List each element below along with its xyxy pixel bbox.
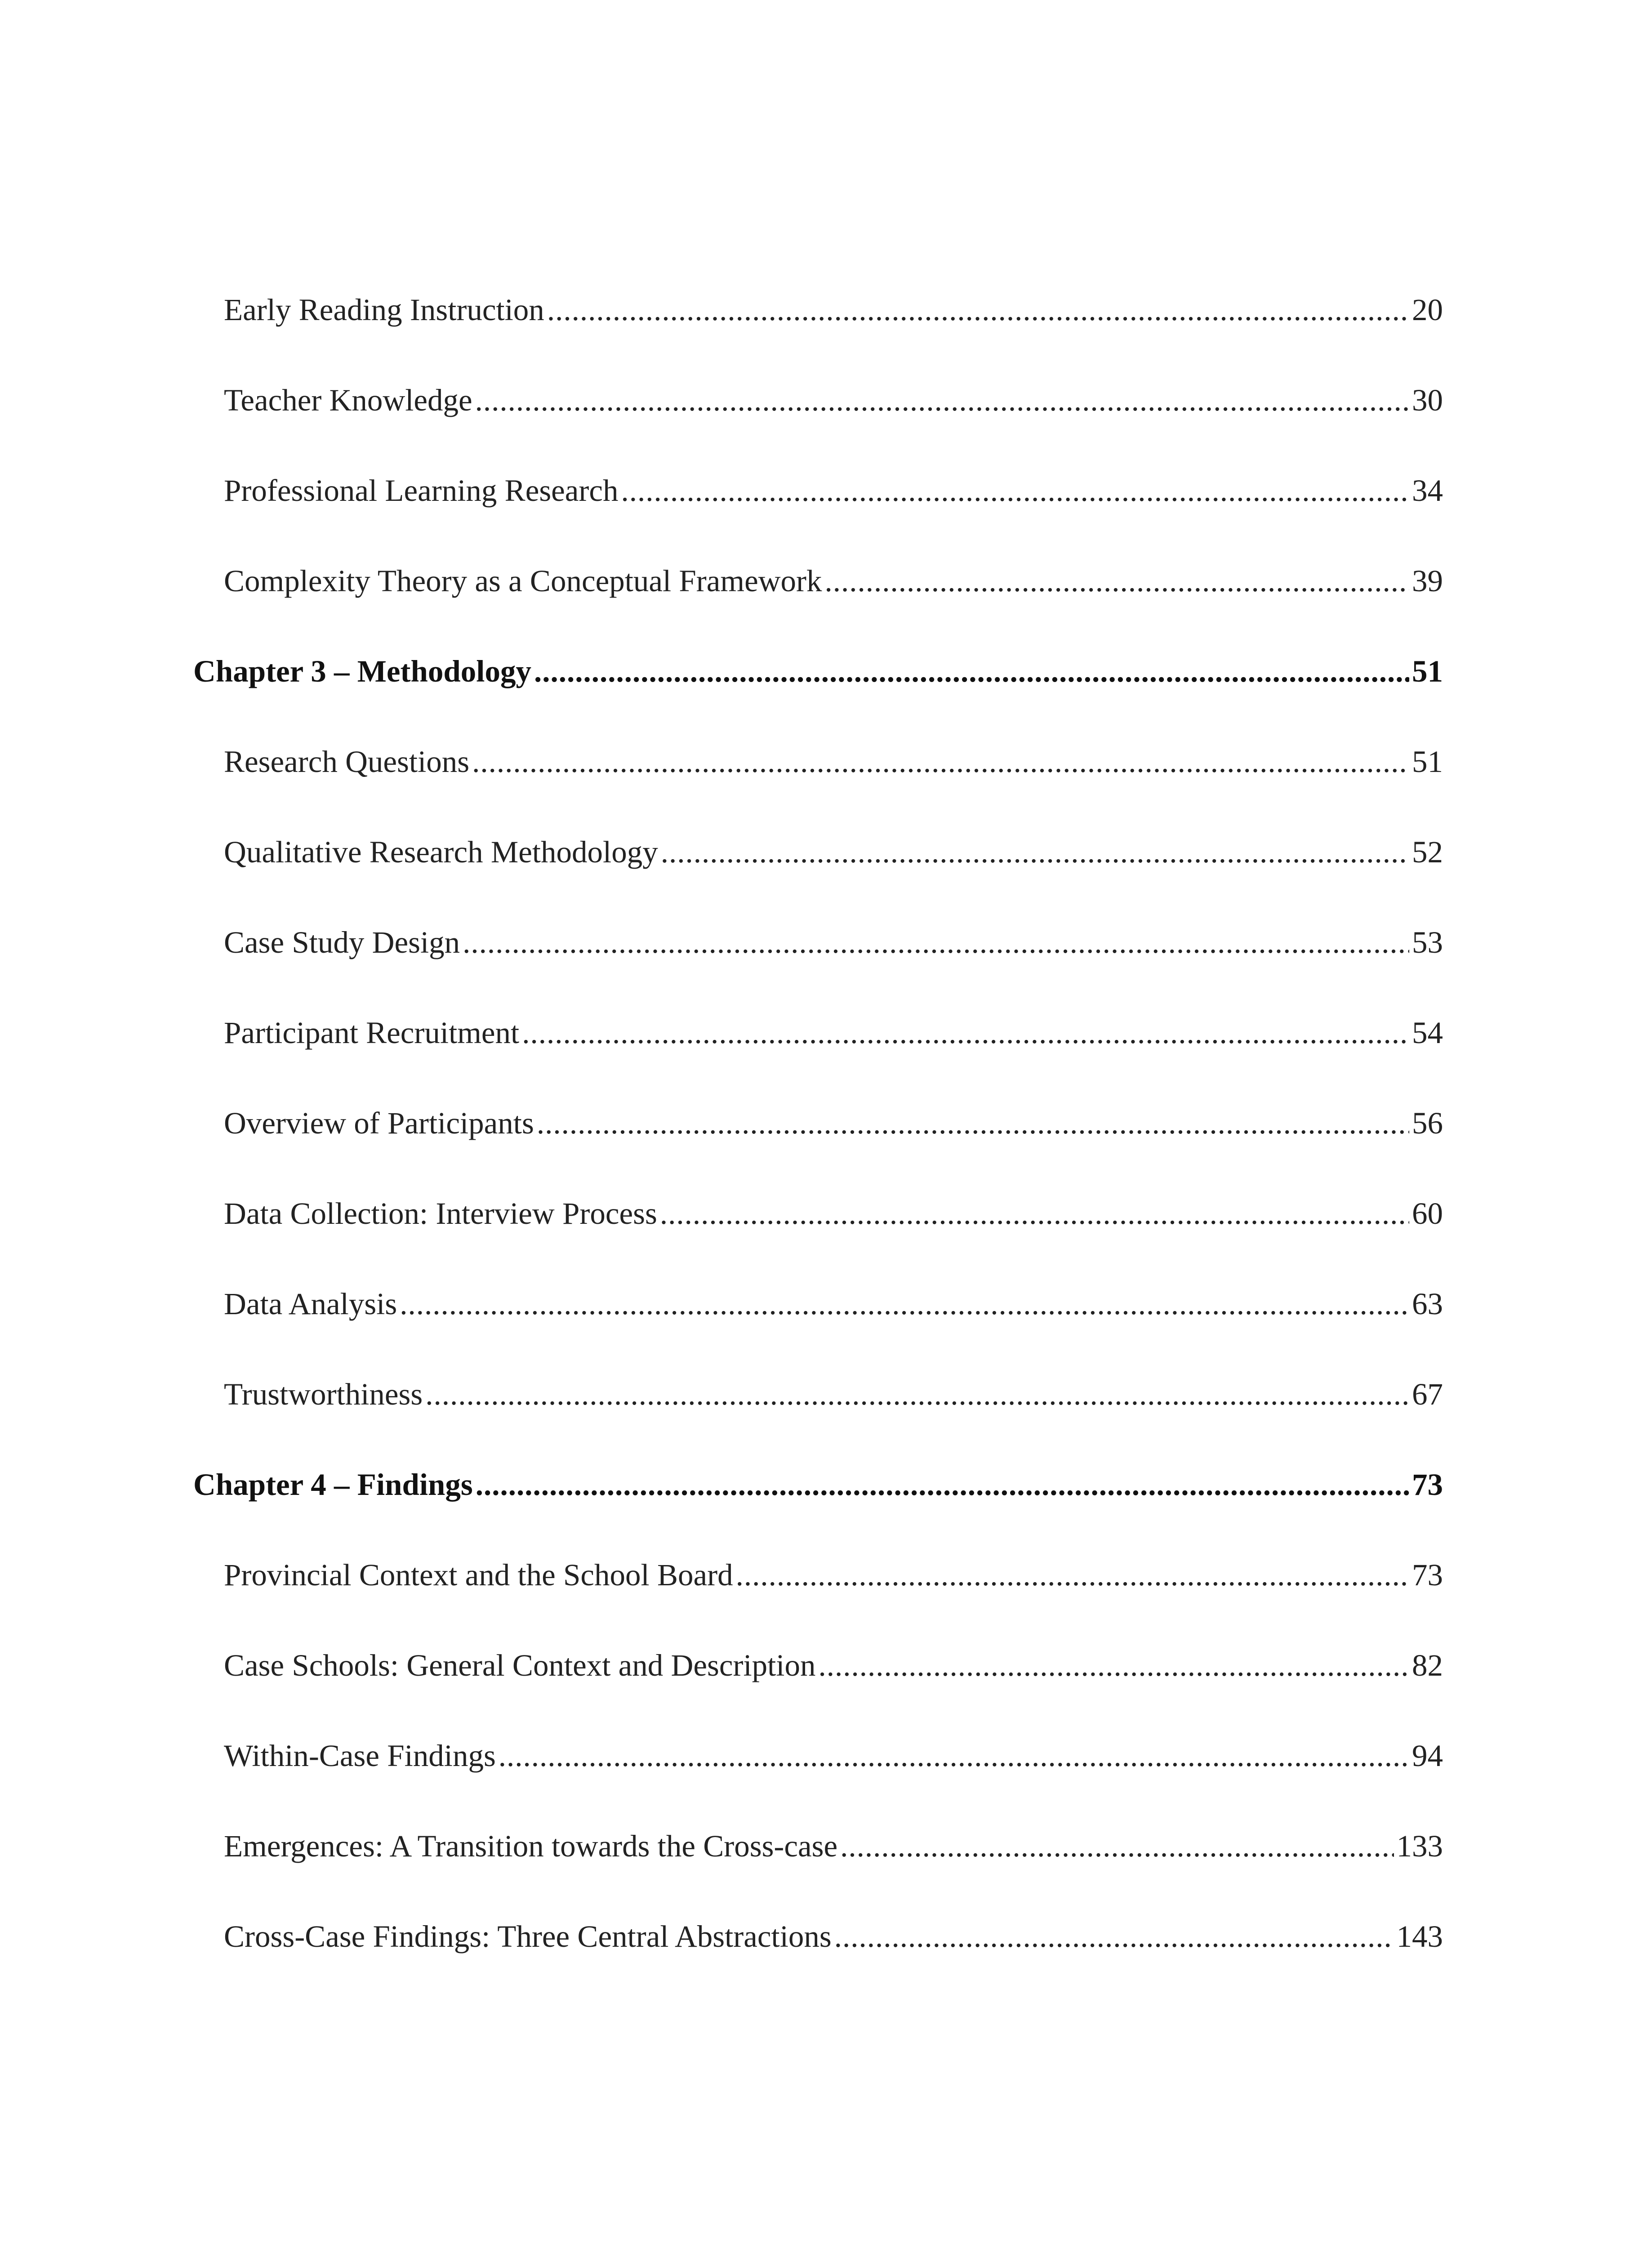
toc-section-entry: [193, 1738, 1443, 1829]
toc-dot-leader: [522, 1015, 1409, 1051]
toc-section-entry: [193, 925, 1443, 1015]
toc-entry-page-number: 39: [1412, 564, 1443, 598]
toc-entry-page-number: 73: [1412, 1558, 1443, 1592]
toc-entry-title: Chapter 3 – Methodology: [193, 654, 531, 688]
toc-entry-title: Research Questions: [224, 745, 470, 779]
toc-entry-title: Participant Recruitment: [224, 1016, 520, 1050]
toc-entry-title: Qualitative Research Methodology: [224, 835, 658, 869]
toc-dot-leader: [472, 744, 1409, 780]
toc-entry-title: Case Study Design: [224, 925, 460, 959]
toc-entry-page-number: 30: [1412, 383, 1443, 417]
toc-entry-title: Cross-Case Findings: Three Central Abstractions: [224, 1919, 832, 1954]
toc-entry-page-number: 51: [1412, 654, 1443, 688]
toc-dot-leader: [660, 1196, 1409, 1231]
toc-chapter-entry: [193, 654, 1443, 744]
toc-entry-page-number: 60: [1412, 1196, 1443, 1231]
toc-dot-leader: [400, 1286, 1409, 1322]
toc-entry-page-number: 56: [1412, 1106, 1443, 1140]
toc-entry-title: Data Collection: Interview Process: [224, 1196, 657, 1231]
toc-entry-title: Overview of Participants: [224, 1106, 534, 1140]
toc-section-entry: [193, 1919, 1443, 2009]
toc-section-entry: [193, 1557, 1443, 1648]
toc-dot-leader: [840, 1829, 1394, 1864]
toc-entry-page-number: 73: [1412, 1467, 1443, 1502]
toc-entry-page-number: 94: [1412, 1739, 1443, 1773]
toc-entry-page-number: 143: [1396, 1919, 1443, 1954]
toc-entry-page-number: 63: [1412, 1287, 1443, 1321]
toc-entry-title: Case Schools: General Context and Description: [224, 1648, 816, 1682]
toc-entry-page-number: 54: [1412, 1016, 1443, 1050]
toc-entry-page-number: 52: [1412, 835, 1443, 869]
toc-section-entry: [193, 1015, 1443, 1106]
toc-entry-page-number: 133: [1396, 1829, 1443, 1863]
toc-dot-leader: [834, 1919, 1394, 1954]
toc-section-entry: [193, 1286, 1443, 1377]
toc-dot-leader: [547, 292, 1409, 328]
toc-dot-leader: [736, 1557, 1409, 1593]
toc-dot-leader: [818, 1648, 1409, 1683]
toc-entry-title: Emergences: A Transition towards the Cross-case: [224, 1829, 838, 1863]
toc-section-entry: [193, 1196, 1443, 1286]
toc-entry-page-number: 67: [1412, 1377, 1443, 1411]
toc-dot-leader: [661, 834, 1409, 870]
toc-entry-title: Trustworthiness: [224, 1377, 423, 1411]
toc-section-entry: [193, 1377, 1443, 1467]
toc-entry-title: Chapter 4 – Findings: [193, 1467, 473, 1502]
toc-dot-leader: [537, 1106, 1409, 1141]
toc-section-entry: [193, 383, 1443, 473]
toc-entry-title: Teacher Knowledge: [224, 383, 472, 417]
toc-entry-title: Within-Case Findings: [224, 1739, 496, 1773]
toc-entry-page-number: 20: [1412, 293, 1443, 327]
toc-section-entry: [193, 744, 1443, 834]
toc-section-entry: [193, 1829, 1443, 1919]
toc-dot-leader: [499, 1738, 1409, 1774]
toc-dot-leader: [425, 1377, 1409, 1412]
toc-section-entry: [193, 1648, 1443, 1738]
toc-section-entry: [193, 563, 1443, 654]
table-of-contents: [193, 292, 1443, 2009]
toc-section-entry: [193, 834, 1443, 925]
toc-section-entry: [193, 1106, 1443, 1196]
toc-chapter-entry: [193, 1467, 1443, 1557]
toc-section-entry: [193, 292, 1443, 383]
toc-entry-page-number: 34: [1412, 473, 1443, 508]
toc-dot-leader: [475, 383, 1409, 418]
toc-entry-title: Professional Learning Research: [224, 473, 619, 508]
toc-dot-leader: [825, 563, 1409, 599]
toc-dot-leader: [476, 1467, 1409, 1503]
toc-entry-page-number: 51: [1412, 745, 1443, 779]
toc-dot-leader: [463, 925, 1409, 960]
toc-dot-leader: [621, 473, 1409, 508]
toc-entry-page-number: 82: [1412, 1648, 1443, 1682]
toc-entry-title: Data Analysis: [224, 1287, 397, 1321]
toc-section-entry: [193, 473, 1443, 563]
toc-entry-title: Provincial Context and the School Board: [224, 1558, 733, 1592]
toc-dot-leader: [534, 654, 1409, 689]
toc-entry-title: Complexity Theory as a Conceptual Framework: [224, 564, 822, 598]
toc-entry-title: Early Reading Instruction: [224, 293, 544, 327]
toc-entry-page-number: 53: [1412, 925, 1443, 959]
